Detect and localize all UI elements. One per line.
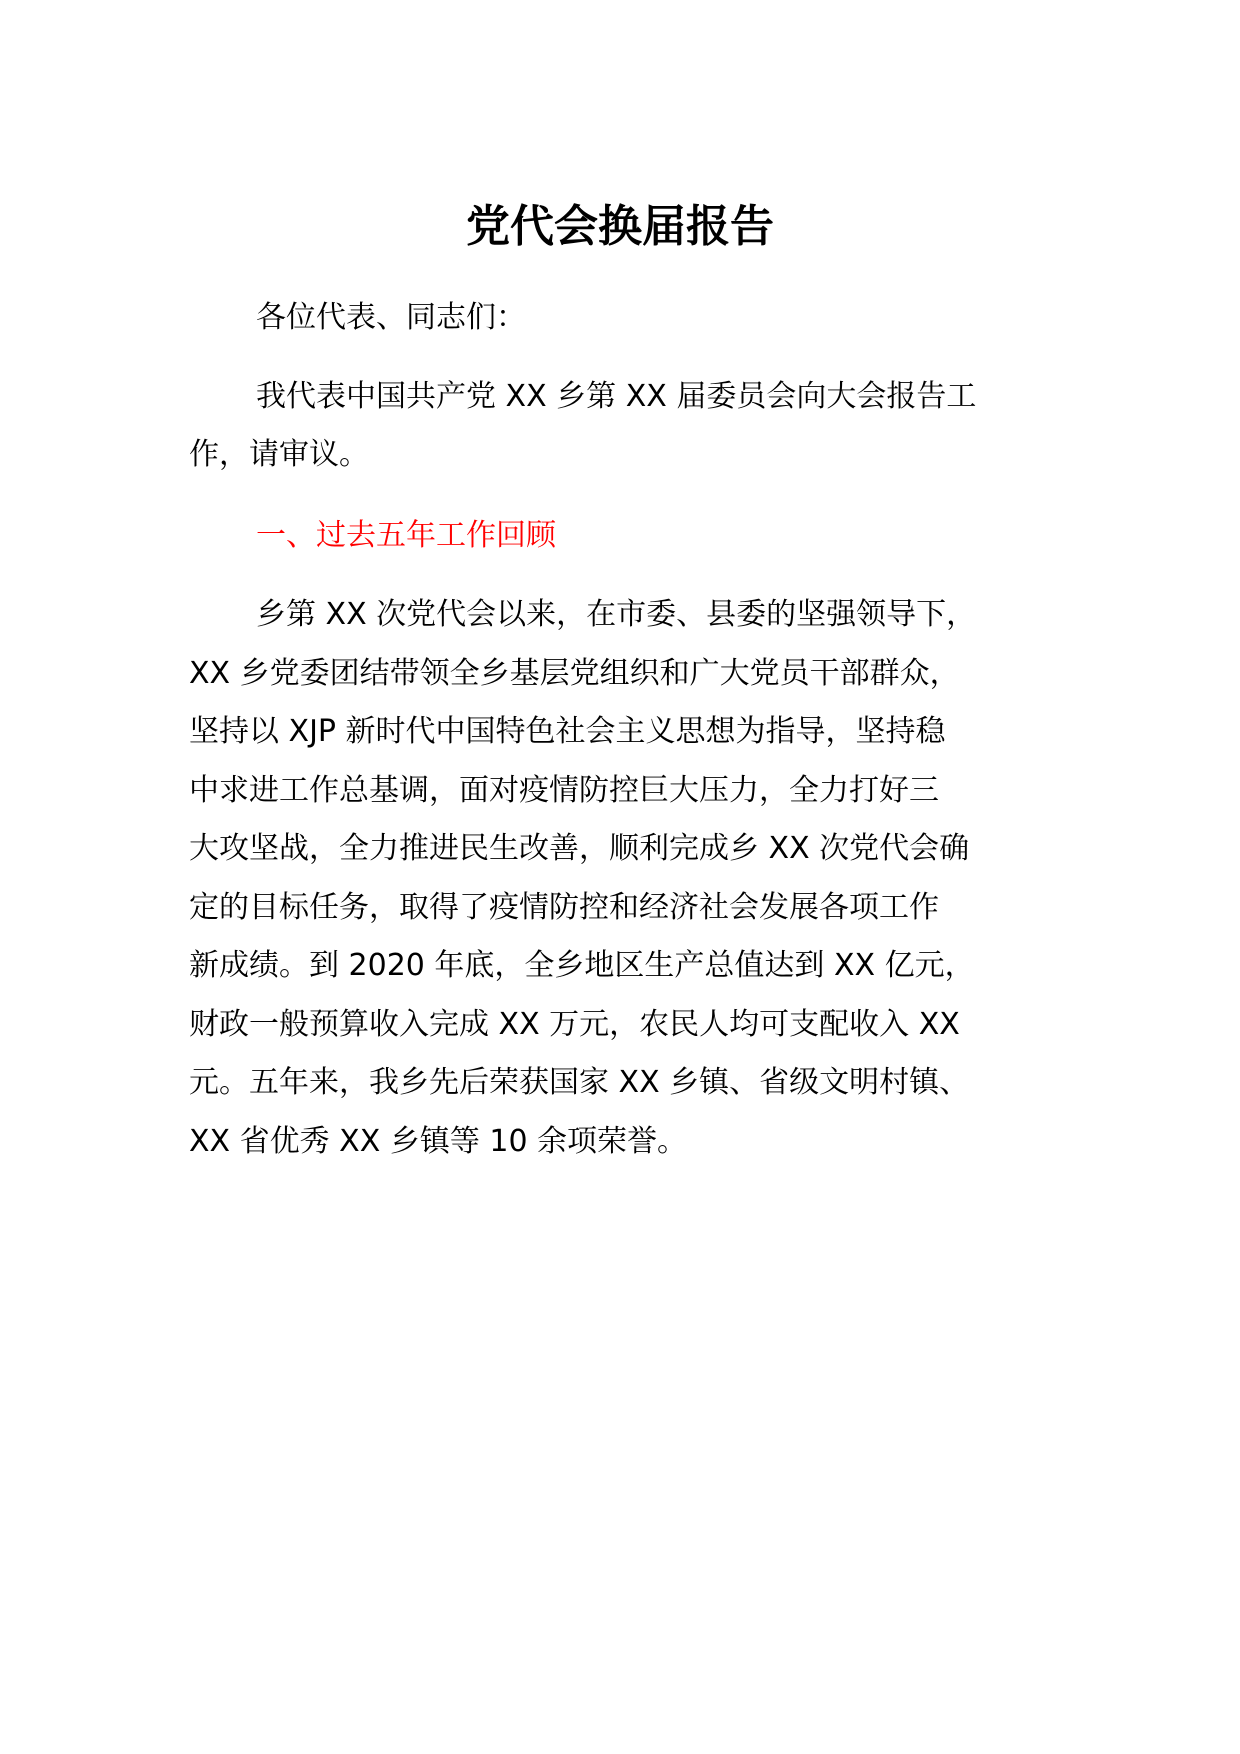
body-line: 元。五年来，我乡先后荣获国家 XX 乡镇、省级文明村镇、 xyxy=(189,1065,970,1100)
document-title: 党代会换届报告 xyxy=(466,201,774,252)
body-line: XX 乡党委团结带领全乡基层党组织和广大党员干部群众， xyxy=(189,655,960,691)
salutation: 各位代表、同志们： xyxy=(256,300,526,335)
body-line: 财政一般预算收入完成 XX 万元，农民人均可支配收入 XX xyxy=(189,1006,960,1042)
body-line: XX 省优秀 XX 乡镇等 10 余项荣誉。 xyxy=(189,1123,688,1159)
intro-line: 我代表中国共产党 XX 乡第 XX 届委员会向大会报告工 xyxy=(256,379,977,414)
body-line: 乡第 XX 次党代会以来，在市委、县委的坚强领导下， xyxy=(256,597,977,632)
body-line: 中求进工作总基调，面对疫情防控巨大压力，全力打好三 xyxy=(189,772,939,808)
body-line: 定的目标任务，取得了疫情防控和经济社会发展各项工作 xyxy=(189,889,939,925)
body-line: 坚持以 XJP 新时代中国特色社会主义思想为指导，坚持稳 xyxy=(189,714,946,749)
intro-line: 作，请审议。 xyxy=(189,437,369,472)
body-line: 新成绩。到 2020 年底，全乡地区生产总值达到 XX 亿元， xyxy=(189,948,975,983)
section-heading: 一、过去五年工作回顾 xyxy=(256,518,556,553)
body-line: 大攻坚战，全力推进民生改善，顺利完成乡 XX 次党代会确 xyxy=(189,831,970,866)
